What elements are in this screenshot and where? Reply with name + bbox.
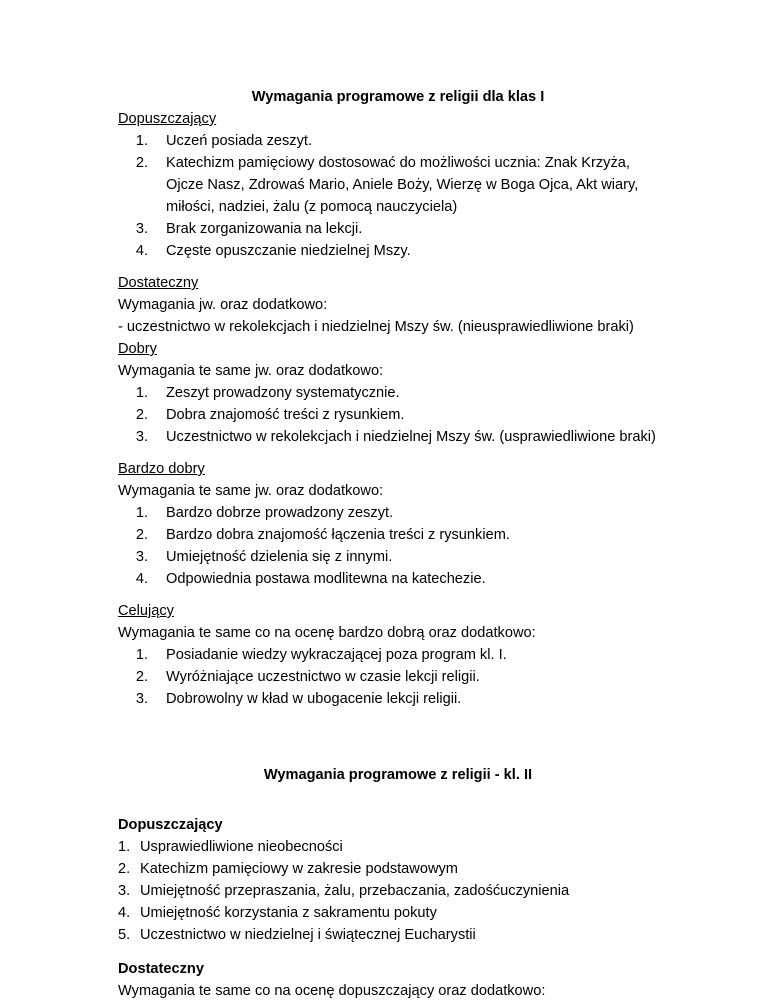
list-item: 1. Usprawiedliwione nieobecności — [118, 839, 343, 855]
grade-heading-bardzo-dobry: Bardzo dobry — [118, 461, 205, 477]
requirements-list — [118, 130, 678, 262]
list-item: 1. Uczeń posiada zeszyt. — [135, 133, 313, 149]
requirements-list — [118, 502, 678, 590]
requirements-intro: Wymagania jw. oraz dodatkowo: — [118, 297, 328, 313]
requirements-intro: Wymagania te same co na ocenę bardzo dobrą oraz dodatkowo: — [118, 625, 536, 641]
list-item: 2. Katechizm pamięciowy dostosować do możliwości ucznia: Znak Krzyża, Ojcze Nasz, Zdrowaś Mario, Aniele Boży, Wierzę w Boga Ojca, Akt wiary, miłości, nadziei, żalu (z pomocą nauczyciela) — [135, 155, 639, 215]
requirements-intro: Wymagania te same co na ocenę dopuszczający oraz dodatkowo: — [118, 983, 546, 999]
grade-heading-dostateczny: Dostateczny — [118, 275, 199, 291]
grade-heading-dopuszczajacy-kl2: Dopuszczający — [118, 817, 223, 833]
list-item: 4. Odpowiednia postawa modlitewna na katechezie. — [135, 571, 486, 587]
list-item: 1. Bardzo dobrze prowadzony zeszyt. — [135, 505, 394, 521]
list-item: 4. Częste opuszczanie niedzielnej Mszy. — [135, 243, 411, 259]
document-title-class-2: Wymagania programowe z religii - kl. II — [263, 767, 533, 783]
grade-heading-dostateczny-kl2: Dostateczny — [118, 961, 204, 977]
list-item: 3. Brak zorganizowania na lekcji. — [135, 221, 363, 237]
document-page — [118, 86, 678, 1002]
list-item: 2. Dobra znajomość treści z rysunkiem. — [135, 407, 405, 423]
list-item: 3. Umiejętność dzielenia się z innymi. — [135, 549, 393, 565]
document-title-class-1: Wymagania programowe z religii dla klas I — [251, 89, 545, 105]
list-item: 2. Katechizm pamięciowy w zakresie podstawowym — [118, 861, 458, 877]
grade-heading-dobry: Dobry — [118, 341, 157, 357]
list-item: 3. Uczestnictwo w rekolekcjach i niedzielnej Mszy św. (usprawiedliwione braki) — [135, 429, 656, 445]
list-item: 5. Uczestnictwo w niedzielnej i świątecznej Eucharystii — [118, 927, 476, 943]
requirements-line: - uczestnictwo w rekolekcjach i niedzielnej Mszy św. (nieusprawiedliwione braki) — [118, 319, 634, 335]
requirements-intro: Wymagania te same jw. oraz dodatkowo: — [118, 483, 384, 499]
requirements-list — [118, 382, 678, 448]
list-item: 3. Umiejętność przepraszania, żalu, przebaczania, zadośćuczynienia — [118, 883, 570, 899]
list-item: 2. Bardzo dobra znajomość łączenia treści z rysunkiem. — [135, 527, 510, 543]
list-item: 3. Dobrowolny w kład w ubogacenie lekcji religii. — [135, 691, 462, 707]
requirements-list — [118, 836, 678, 946]
list-item: 1. Posiadanie wiedzy wykraczającej poza program kl. I. — [135, 647, 507, 663]
list-item: 4. Umiejętność korzystania z sakramentu pokuty — [118, 905, 437, 921]
grade-heading-dopuszczajacy: Dopuszczający — [118, 111, 217, 127]
grade-heading-celujacy: Celujący — [118, 603, 174, 619]
list-item: 1. Zeszyt prowadzony systematycznie. — [135, 385, 400, 401]
list-item: 2. Wyróżniające uczestnictwo w czasie lekcji religii. — [135, 669, 480, 685]
requirements-list — [118, 644, 678, 710]
requirements-intro: Wymagania te same jw. oraz dodatkowo: — [118, 363, 384, 379]
